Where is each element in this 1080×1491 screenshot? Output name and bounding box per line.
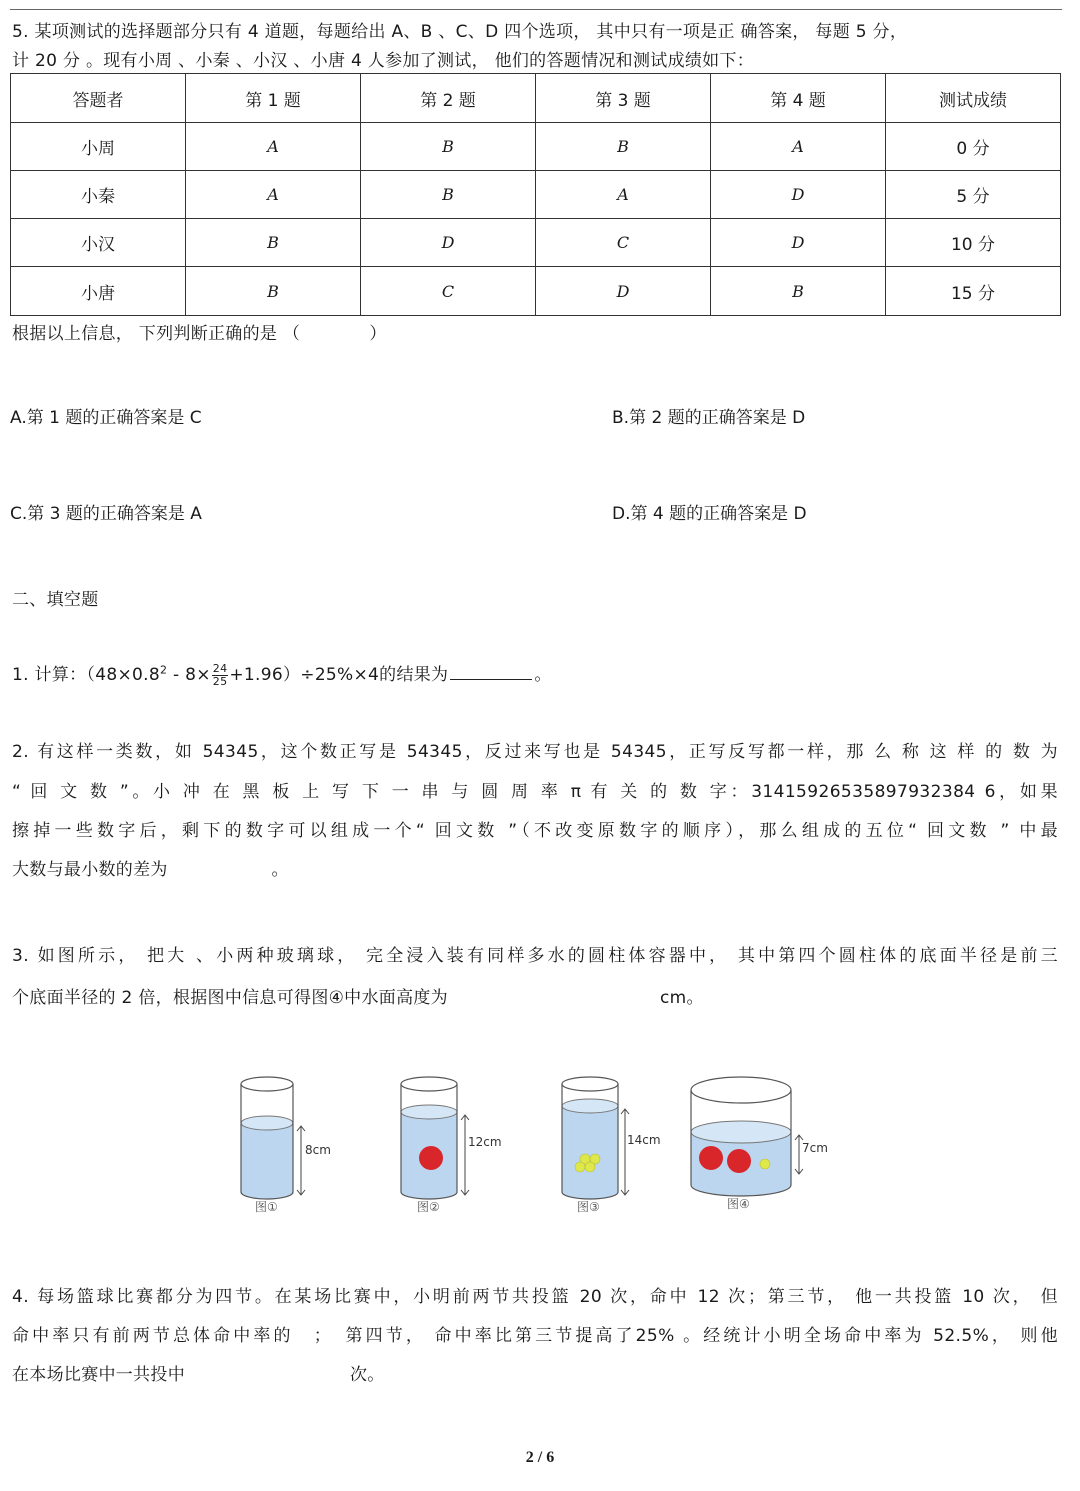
big-glass-ball [419, 1146, 443, 1170]
page-number: 2 / 6 [525, 1449, 555, 1466]
figure-label: 图② [417, 1200, 440, 1214]
top-rule [10, 9, 1062, 10]
score-cell: 15 分 [886, 267, 1061, 316]
answer-cell: B [361, 123, 536, 171]
header-cell: 第 1 题 [186, 74, 361, 123]
figure-label: 图③ [577, 1200, 600, 1214]
student-name: 小周 [11, 123, 186, 171]
fill1-prefix: 1. 计算：（48×0.8 [12, 665, 160, 685]
fill1-end: 。 [534, 665, 552, 685]
fill1-exponent: 2 [159, 663, 168, 677]
fill1-suffix: +1.96）÷25%×4的结果为 [229, 665, 449, 685]
option-c: C.第 3 题的正确答案是 A [10, 504, 202, 524]
small-glass-ball [760, 1159, 770, 1169]
answer-cell: B [536, 123, 711, 171]
answers-table [10, 73, 1061, 316]
fill2-line2: “ 回 文 数 ”。小 冲 在 黑 板 上 写 下 一 串 与 圆 周 率 π 有 关 的 数 字：31415926535897932384 6，如果 [12, 782, 1058, 802]
figure-label: 图④ [727, 1197, 750, 1211]
big-glass-ball [699, 1146, 723, 1170]
height-label: 12cm [468, 1135, 502, 1149]
header-cell: 第 4 题 [711, 74, 886, 123]
header-cell: 测试成绩 [886, 74, 1061, 123]
score-cell: 0 分 [886, 123, 1061, 171]
table-row [11, 171, 1061, 219]
fill4-line3-end: 次。 [350, 1365, 385, 1385]
header-cell: 第 3 题 [536, 74, 711, 123]
answer-cell: C [361, 267, 536, 316]
cylinder-2 [401, 1077, 502, 1214]
small-glass-ball [585, 1162, 595, 1172]
small-glass-ball [575, 1162, 585, 1172]
cylinders-figure [225, 1060, 845, 1220]
cylinder-4 [691, 1077, 828, 1211]
fill4-line1: 4. 每场篮球比赛都分为四节。在某场比赛中，小明前两节共投篮 20 次，命中 12 次；第三节， 他一共投篮 10 次， 但 [12, 1287, 1058, 1307]
fill1-fraction [212, 663, 229, 688]
answer-blank [450, 665, 532, 680]
answer-cell: B [186, 219, 361, 267]
figure-label: 图① [255, 1200, 278, 1214]
big-glass-ball [727, 1149, 751, 1173]
fill3-line1: 3. 如图所示， 把大 、小两种玻璃球， 完全浸入装有同样多水的圆柱体容器中， 其中第四个圆柱体的底面半径是前三 [12, 946, 1058, 966]
fill4-line2: 命中率只有前两节总体命中率的 ； 第四节， 命中率比第三节提高了25% 。经统计小明全场命中率为 52.5%， 则他 [12, 1326, 1058, 1346]
fill1-expression [12, 660, 552, 688]
option-a: A.第 1 题的正确答案是 C [10, 408, 202, 428]
height-label: 8cm [305, 1143, 331, 1157]
header-cell: 答题者 [11, 74, 186, 123]
answer-cell: D [536, 267, 711, 316]
score-cell: 5 分 [886, 171, 1061, 219]
option-d: D.第 4 题的正确答案是 D [612, 504, 807, 524]
fill4-line3: 在本场比赛中一共投中 [12, 1365, 185, 1385]
q5-stem-line1: 5. 某项测试的选择题部分只有 4 道题，每题给出 A、B 、C、D 四个选项， 其中只有一项是正 确答案， 每题 5 分， [12, 22, 908, 42]
height-label: 14cm [627, 1133, 661, 1147]
cylinder-1 [241, 1077, 331, 1214]
fill3-unit: cm。 [660, 988, 704, 1008]
table-row [11, 219, 1061, 267]
option-b: B.第 2 题的正确答案是 D [612, 408, 806, 428]
student-name: 小秦 [11, 171, 186, 219]
section-title: 二、填空题 [12, 590, 99, 610]
q5-prompt: 根据以上信息， 下列判断正确的是 （ ） [12, 324, 387, 344]
answer-cell: C [536, 219, 711, 267]
fill3-line2: 个底面半径的 2 倍，根据图中信息可得图④中水面高度为 [12, 988, 448, 1008]
table-row [11, 267, 1061, 316]
answer-cell: A [186, 171, 361, 219]
answer-cell: B [361, 171, 536, 219]
fill2-line1: 2. 有这样一类数，如 54345，这个数正写是 54345，反过来写也是 54345，正写反写都一样，那 么 称 这 样 的 数 为 [12, 742, 1058, 762]
table-row [11, 123, 1061, 171]
height-label: 7cm [802, 1141, 828, 1155]
answer-cell: A [186, 123, 361, 171]
fill1-mid: - 8× [167, 665, 211, 685]
cylinder-3 [562, 1077, 661, 1214]
answer-cell: B [186, 267, 361, 316]
student-name: 小汉 [11, 219, 186, 267]
score-cell: 10 分 [886, 219, 1061, 267]
answer-cell: D [711, 171, 886, 219]
table-header-row [11, 74, 1061, 123]
fill2-line4: 大数与最小数的差为 。 [12, 860, 289, 880]
q5-stem-line2: 计 20 分 。现有小周 、小秦 、小汉 、小唐 4 人参加了测试， 他们的答题情况和测试成绩如下： [12, 51, 755, 71]
student-name: 小唐 [11, 267, 186, 316]
fraction-numerator: 24 [212, 661, 228, 675]
answer-cell: A [536, 171, 711, 219]
header-cell: 第 2 题 [361, 74, 536, 123]
fraction-denominator: 25 [212, 674, 228, 688]
answer-cell: D [361, 219, 536, 267]
fill2-line3: 擦掉一些数字后，剩下的数字可以组成一个“ 回文数 ”（不改变原数字的顺序），那么组成的五位“ 回文数 ” 中最 [12, 821, 1058, 841]
answer-cell: D [711, 219, 886, 267]
answer-cell: A [711, 123, 886, 171]
answer-cell: B [711, 267, 886, 316]
